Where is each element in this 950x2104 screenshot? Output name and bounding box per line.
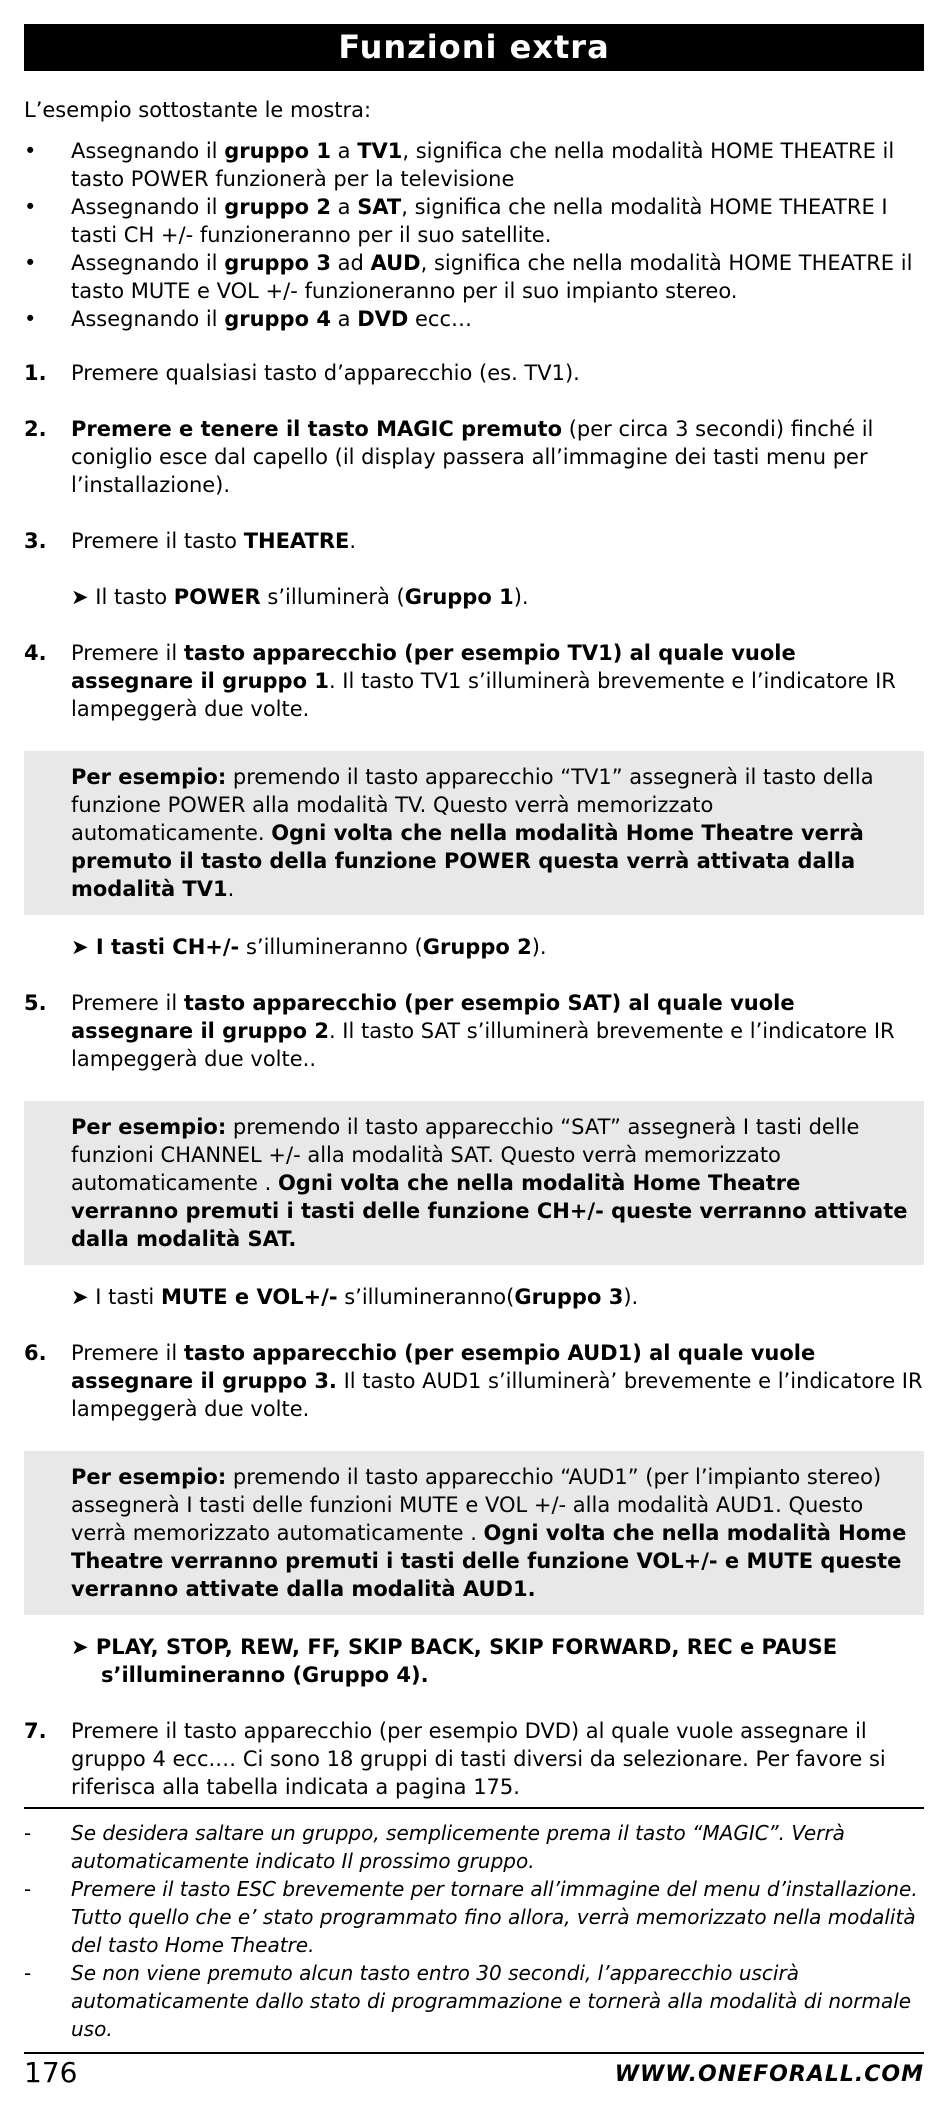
example-label: Per esempio: [71,1465,227,1489]
example-text: premendo il tasto apparecchio “AUD1” (per l’impianto stereo) assegnerà I tasti delle funzioni MUTE e VOL +/- alla modalità AUD1. Questo verrà memorizzato automaticamente . [71,1465,882,1545]
arrow-icon: ➤ [71,1635,89,1659]
step-text: Premere qualsiasi tasto d’apparecchio (es. TV1). [71,361,580,385]
step-number: 2. [24,417,47,441]
step-number: 7. [24,1719,47,1743]
bullet-mark: • [24,195,37,219]
step-number: 6. [24,1341,47,1365]
step-7 [24,1717,924,1801]
note-text: Se non viene premuto alcun tasto entro 30 secondi, l’apparecchio uscirà automaticamente dallo stato di programmazione e tornerà alla modalità di normale uso. [71,1961,912,2041]
arrow-icon: ➤ [71,935,89,959]
step-number: 3. [24,529,47,553]
step-text: Premere il [71,641,184,665]
step-bold-text: tasto apparecchio (per esempio AUD1) al quale vuole assegnare il gruppo 3. [71,1341,816,1393]
step-text: . Il tasto SAT s’illuminerà brevemente e l’indicatore IR lampeggerà due volte.. [71,1019,895,1071]
example-text: . [227,877,235,901]
bullet-mark: • [24,251,37,275]
bullet-bold: gruppo 1 [224,139,331,163]
step-text: Premere il [71,1341,184,1365]
result-text: s’illuminerà ( [260,585,405,609]
step-text: . [349,529,357,553]
result-bold: POWER [173,585,261,609]
step-3 [24,527,924,555]
example-bold: Ogni volta che nella modalità Home Theatre verrà premuto il tasto della funzione POWER questa verrà attivata dalla modalità TV1 [71,821,864,901]
bullet-bold: SAT [357,195,402,219]
step-text: Premere il [71,991,184,1015]
step-number: 4. [24,641,47,665]
example-label: Per esempio: [71,1115,227,1139]
step-number: 5. [24,991,47,1015]
bullet-item [24,249,924,305]
result-text: ). [531,935,547,959]
arrow-icon: ➤ [71,585,89,609]
note-dash: - [24,1961,32,1985]
bullet-mark: • [24,139,37,163]
example-text: premendo il tasto apparecchio “SAT” assegnerà I tasti delle funzioni CHANNEL +/- alla modalità SAT. Questo verrà memorizzato automaticamente . [71,1115,860,1195]
result-line-1 [24,583,924,611]
step-text: Il tasto AUD1 s’illuminerà’ brevemente e l’indicatore IR lampeggerà due volte. [71,1369,923,1421]
example-box-1 [24,751,924,915]
website-link[interactable]: WWW.ONEFORALL.COM [614,2062,924,2087]
step-5 [24,989,924,1073]
result-line-2 [24,933,924,961]
notes-section [24,1807,924,2043]
step-text: . Il tasto TV1 s’illuminerà brevemente e l’indicatore IR lampeggerà due volte. [71,669,896,721]
bullet-bold: DVD [357,307,409,331]
bullet-text: Assegnando il [71,307,225,331]
result-bold: Gruppo 1 [404,585,514,609]
result-bold: MUTE e VOL+/- [160,1285,338,1309]
example-box-3 [24,1451,924,1615]
bullet-text: ad [330,251,371,275]
result-text: s’illumineranno( [337,1285,515,1309]
result-line-4 [24,1633,924,1689]
page-title: Funzioni extra [24,24,924,71]
step-6 [24,1339,924,1423]
note-dash: - [24,1877,32,1901]
step-1 [24,359,924,387]
result-bold: PLAY, STOP, REW, FF, SKIP BACK, SKIP FORWARD, REC e PAUSE s’illumineranno (Gruppo 4). [88,1635,838,1687]
note-item [24,1875,924,1959]
bullet-text: ecc… [408,307,472,331]
example-bold: Ogni volta che nella modalità Home Theatre verranno premuti i tasti delle funzione CH+/- queste verranno attivate dalla modalità SAT. [71,1171,908,1251]
result-text: ). [623,1285,639,1309]
example-text: premendo il tasto apparecchio “TV1” assegnerà il tasto della funzione POWER alla modalità TV. Questo verrà memorizzato automaticamente. [71,765,874,845]
bullet-bold: TV1 [357,139,403,163]
note-item [24,1959,924,2043]
result-line-3 [24,1283,924,1311]
bullet-text: a [330,307,358,331]
bullet-list [24,137,924,333]
example-bold: Ogni volta che nella modalità Home Theatre verranno premuti i tasti delle funzione VOL+/- e MUTE queste verranno attivate dalla modalità AUD1. [71,1521,907,1601]
step-bold-text: Premere e tenere il tasto MAGIC premuto [71,417,563,441]
bullet-item [24,305,924,333]
example-label: Per esempio: [71,765,227,789]
bullet-text: , significa che nella modalità HOME THEATRE I tasti CH +/- funzioneranno per il suo satellite. [71,195,888,247]
step-number: 1. [24,361,47,385]
step-bold-text: tasto apparecchio (per esempio SAT) al quale vuole assegnare il gruppo 2 [71,991,795,1043]
page-content [24,96,924,2043]
intro-text: L’esempio sottostante le mostra: [24,98,372,122]
bullet-text: , significa che nella modalità HOME THEATRE il tasto MUTE e VOL +/- funzioneranno per il suo impianto stereo. [71,251,913,303]
step-2 [24,415,924,499]
bullet-bold: gruppo 2 [224,195,331,219]
page-footer [24,2052,924,2094]
bullet-bold: AUD [370,251,421,275]
bullet-item [24,137,924,193]
note-text: Premere il tasto ESC brevemente per tornare all’immagine del menu d’installazione. Tutto quello che e’ stato programmato fino allora, verrà memorizzato nella modalità del tasto Home Theatre. [71,1877,918,1957]
bullet-text: Assegnando il [71,139,225,163]
note-dash: - [24,1821,32,1845]
result-text: s’illumineranno ( [239,935,423,959]
bullet-text: a [330,139,358,163]
result-bold: I tasti CH+/- [88,935,240,959]
note-item [24,1819,924,1875]
result-text: Il tasto [88,585,174,609]
bullet-bold: gruppo 4 [224,307,331,331]
note-text: Se desidera saltare un gruppo, semplicemente prema il tasto “MAGIC”. Verrà automaticamente indicato Il prossimo gruppo. [71,1821,845,1873]
page-number: 176 [24,2056,78,2089]
bullet-text: a [330,195,358,219]
bullet-text: Assegnando il [71,251,225,275]
arrow-icon: ➤ [71,1285,89,1309]
step-text: Premere il tasto apparecchio (per esempio DVD) al quale vuole assegnare il gruppo 4 ecc.… Ci sono 18 gruppi di tasti diversi da selezionare. Per favore si riferisca alla tabella indicata a pagina 175. [71,1719,886,1799]
notes-list [24,1819,924,2043]
bullet-text: , significa che nella modalità HOME THEATRE il tasto POWER funzionerà per la televisione [71,139,895,191]
step-bold-text: tasto apparecchio (per esempio TV1) al quale vuole assegnare il gruppo 1 [71,641,796,693]
result-text: I tasti [88,1285,161,1309]
step-text: (per circa 3 secondi) finché il coniglio esce dal capello (il display passera all’immagine dei tasti menu per l’installazione). [71,417,874,497]
result-bold: Gruppo 3 [514,1285,624,1309]
step-bold-text: THEATRE [243,529,350,553]
example-box-2 [24,1101,924,1265]
bullet-text: Assegnando il [71,195,225,219]
bullet-bold: gruppo 3 [224,251,331,275]
step-4 [24,639,924,723]
result-bold: Gruppo 2 [422,935,532,959]
result-text: ). [513,585,529,609]
step-text: Premere il tasto [71,529,244,553]
bullet-item [24,193,924,249]
bullet-mark: • [24,307,37,331]
